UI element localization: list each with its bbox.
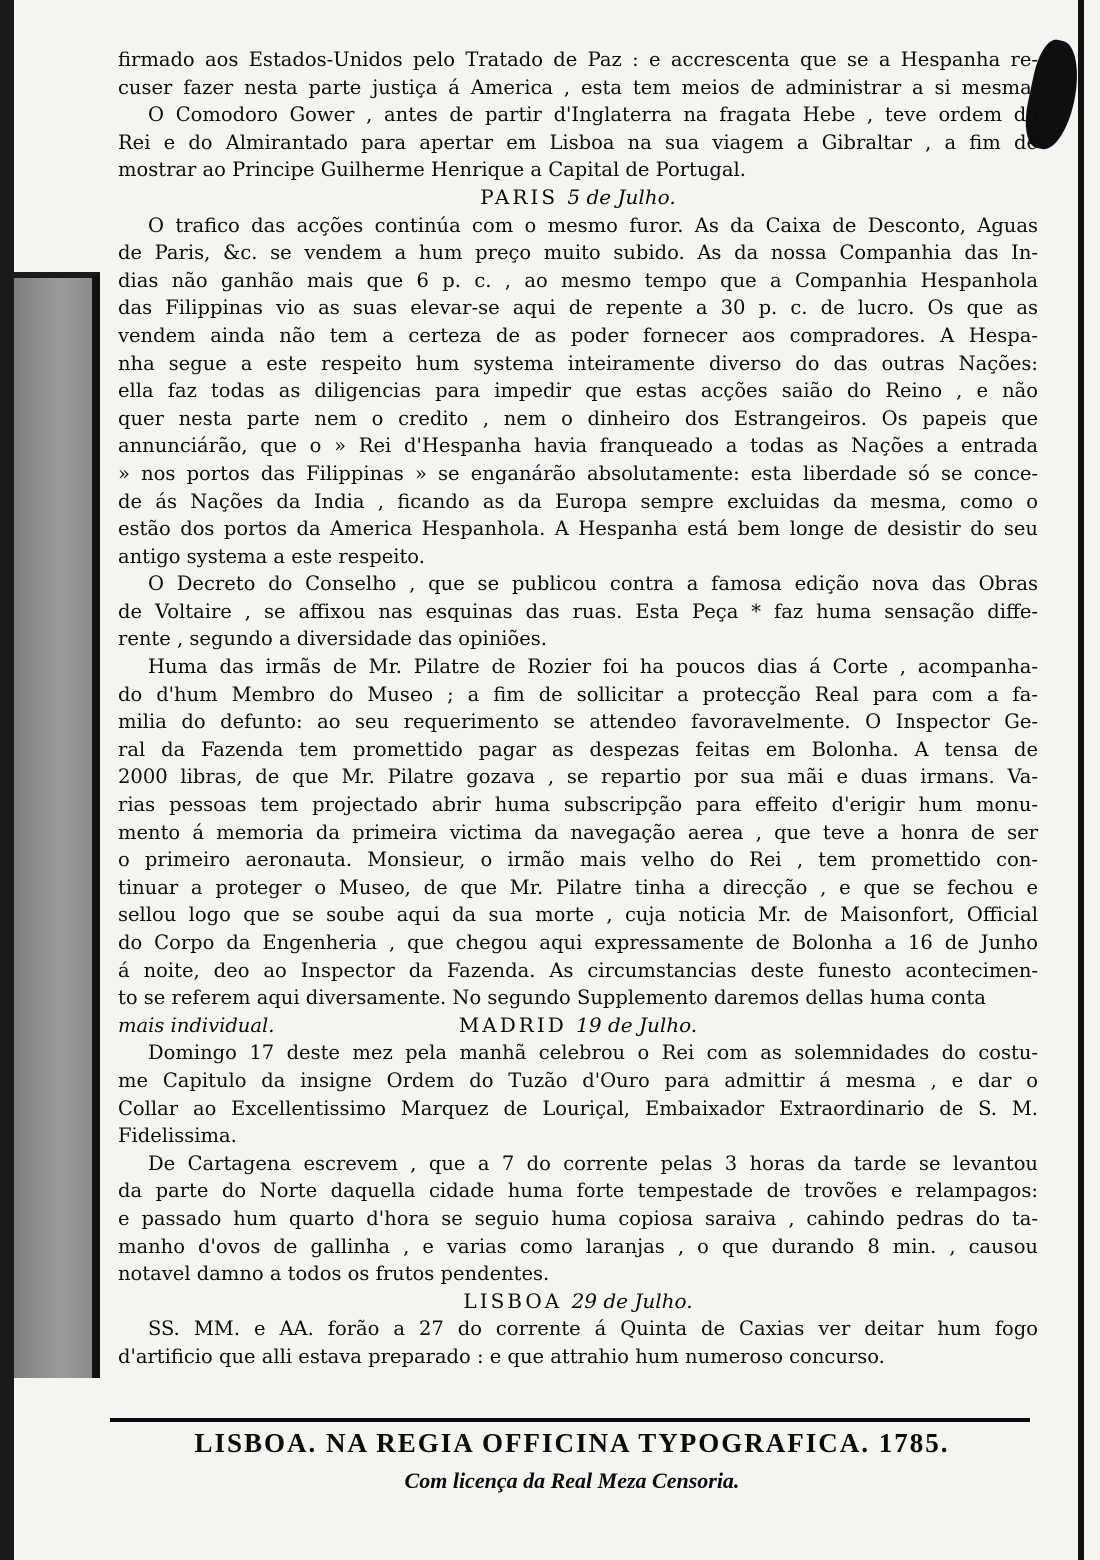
- text-line: mostrar ao Principe Guilherme Henrique a Capital de Portugal.: [118, 158, 746, 182]
- paris-paragraph-3: [118, 653, 1038, 1012]
- text-line: rias pessoas tem projectado abrir huma subscripção para effeito d'erigir hum monu-: [118, 793, 1038, 817]
- dateline-city: PARIS: [480, 184, 559, 209]
- text-line: O Comodoro Gower , antes de partir d'Inglaterra na fragata Hebe , teve ordem do: [148, 103, 1038, 127]
- text-line: á noite, deo ao Inspector da Fazenda. As circumstancias deste funesto acontecimen-: [118, 958, 1038, 982]
- text-line: Domingo 17 deste mez pela manhã celebrou o Rei com as solemnidades do costu-: [148, 1041, 1038, 1065]
- text-line: manho d'ovos de gallinha , e varias como laranjas , o que durando 8 min. , causou: [118, 1234, 1038, 1258]
- text-line: nha segue a este respeito hum systema inteiramente diverso do das outras Nações:: [118, 351, 1038, 375]
- lisboa-paragraph: [118, 1315, 1038, 1370]
- text-line: mento á memoria da primeira victima da navegação aerea , que teve a honra de ser: [118, 820, 1038, 844]
- text-line: Collar ao Excellentissimo Marquez de Louriçal, Embaixador Extraordinario de S. M.: [118, 1096, 1038, 1120]
- text-line: Rei e do Almirantado para apertar em Lisboa na sua viagem a Gibraltar , a fim de: [118, 130, 1038, 154]
- text-line: sellou logo que se soube aqui da sua morte , cuja noticia Mr. de Maisonfort, Official: [118, 903, 1038, 927]
- text-line: o primeiro aeronauta. Monsieur, o irmão mais velho do Rei , tem promettido con-: [118, 848, 1038, 872]
- text-line: Huma das irmãs de Mr. Pilatre de Rozier foi ha poucos dias á Corte , acompanha-: [148, 655, 1038, 679]
- text-line: De Cartagena escrevem , que a 7 do corrente pelas 3 horas da tarde se levantou: [148, 1151, 1038, 1175]
- dateline-city: LISBOA: [463, 1288, 563, 1313]
- text-line: ral da Fazenda tem promettido pagar as despezas feitas em Bolonha. A tensa de: [118, 737, 1038, 761]
- text-line: rente , segundo a diversidade das opiniões.: [118, 627, 548, 651]
- text-line: e passado hum quarto d'hora se seguio huma copiosa saraiva , cahindo pedras do ta-: [118, 1206, 1038, 1230]
- dateline-paris: [118, 184, 1038, 212]
- text-line: notavel damno a todos os frutos pendentes.: [118, 1262, 550, 1286]
- text-line: quer nesta parte nem o credito , nem o dinheiro dos Estrangeiros. Os papeis que: [118, 406, 1038, 430]
- text-line: O trafico das acções continúa com o mesmo furor. As da Caixa de Desconto, Aguas: [148, 213, 1038, 237]
- scan-shadow-right: [1078, 0, 1084, 1560]
- text-line: estão dos portos da America Hespanhola. A Hespanha está bem longe de desistir do seu: [118, 517, 1038, 541]
- text-line: antigo systema a este respeito.: [118, 544, 425, 568]
- text-line: Fidelissima.: [118, 1124, 237, 1148]
- scan-margin-right: [1092, 0, 1100, 1560]
- dateline-date: 29 de Julho.: [571, 1288, 693, 1313]
- text-line: ella faz todas as diligencias para impedir que estas acções saião do Reino , e não: [118, 379, 1038, 403]
- dateline-date: 5 de Julho.: [567, 184, 676, 209]
- license-line: Com licença da Real Meza Censoria.: [404, 1468, 740, 1493]
- text-line: SS. MM. e AA. forão a 27 do corrente á Quinta de Caxias ver deitar hum fogo: [148, 1317, 1038, 1341]
- paris-madrid-transition: [118, 1012, 1038, 1040]
- scan-page-edge: [14, 272, 100, 1378]
- dateline-lisboa: [118, 1288, 1038, 1316]
- text-line: do d'hum Membro do Museo ; a fim de sollicitar a protecção Real para com a fa-: [118, 682, 1038, 706]
- text-line: das Filippinas vio as suas elevar-se aqui de repente a 30 p. c. de lucro. Os que as: [118, 296, 1038, 320]
- paris-closing-fragment: mais individual.: [118, 1013, 275, 1037]
- text-line: annunciárão, que o » Rei d'Hespanha havia franqueado a todas as Nações a entrada: [118, 434, 1038, 458]
- text-line: me Capitulo da insigne Ordem do Tuzão d'Ouro para admittir á mesma , e dar o: [118, 1068, 1038, 1092]
- text-line: firmado aos Estados-Unidos pelo Tratado de Paz : e accrescenta que se a Hespanha re-: [118, 48, 1038, 71]
- dateline-date: 19 de Julho.: [576, 1012, 698, 1037]
- dateline-city: MADRID: [458, 1012, 567, 1037]
- text-line: milia do defunto: ao seu requerimento se attendeo favoravelmente. O Inspector Ge-: [118, 710, 1038, 734]
- text-line: de Paris, &c. se vendem a hum preço muito subido. As da nossa Companhia das In-: [118, 241, 1038, 265]
- text-line: tinuar a proteger o Museo, de que Mr. Pilatre tinha a direcção , e que se fechou e: [118, 875, 1038, 899]
- text-line: O Decreto do Conselho , que se publicou contra a famosa edição nova das Obras: [148, 572, 1038, 596]
- text-line: dias não ganhão mais que 6 p. c. , ao mesmo tempo que a Companhia Hespanhola: [118, 268, 1038, 292]
- scan-shadow-left: [0, 0, 14, 1560]
- text-line: » nos portos das Filippinas » se enganárão absolutamente: esta liberdade só se conce-: [118, 461, 1038, 485]
- text-line: de ás Nações da India , ficando as da Europa sempre excluidas da mesma, como o: [118, 489, 1038, 513]
- text-line: d'artificio que alli estava preparado : e que attrahio hum numeroso concurso.: [118, 1344, 885, 1368]
- text-line: da parte do Norte daquella cidade huma forte tempestade de trovões e relampagos:: [118, 1179, 1038, 1203]
- text-line: 2000 libras, de que Mr. Pilatre gozava , se repartio por sua mãi e duas irmans. Va-: [118, 765, 1038, 789]
- gazette-page: [118, 46, 1038, 1371]
- text-line: to se referem aqui diversamente. No segundo Supplemento daremos dellas huma conta: [118, 986, 986, 1010]
- madrid-paragraph-2: [118, 1150, 1038, 1288]
- intro-paragraph: [118, 46, 1038, 184]
- dateline-madrid: [118, 1012, 1038, 1040]
- text-line: de Voltaire , se affixou nas esquinas das ruas. Esta Peça * faz huma sensação diffe-: [118, 599, 1038, 623]
- imprint: LISBOA. NA REGIA OFFICINA TYPOGRAFICA. 1785.: [194, 1428, 950, 1458]
- paris-paragraph-2: [118, 570, 1038, 653]
- text-line: do Corpo da Engenheria , que chegou aqui expressamente de Bolonha a 16 de Junho: [118, 931, 1038, 954]
- footer-rule: [110, 1418, 1030, 1422]
- text-line: vendem ainda não tem a certeza de as poder fornecer aos compradores. A Hespa-: [118, 323, 1038, 347]
- text-line: cuser fazer nesta parte justiça á America , esta tem meios de administrar a si mesma.: [118, 75, 1038, 99]
- paris-paragraph-1: [118, 212, 1038, 571]
- madrid-paragraph-1: [118, 1039, 1038, 1149]
